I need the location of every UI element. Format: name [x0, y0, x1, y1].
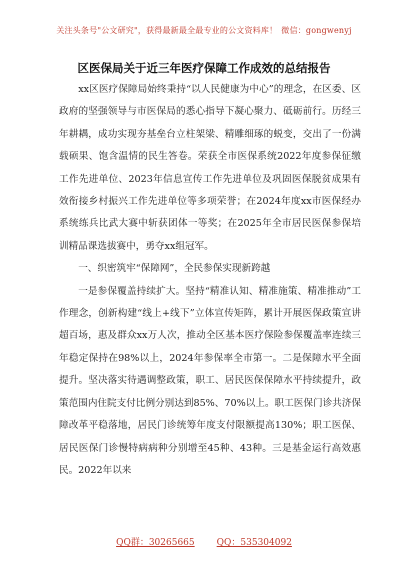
section-heading: 一、织密筑牢“保障网”，全民参保实现新跨越: [78, 263, 271, 275]
document-body: [59, 79, 361, 482]
qq-group-link[interactable]: QQ群：30265665: [116, 538, 195, 548]
body-paragraph: 一是参保覆盖持续扩大。坚持“精准认知、精准施策、精准推动”工作理念，创新构建“线上+线下”立体宣传矩阵，累计开展医保政策宣讲超百场，惠及群众xx万人次，推动全区基本医疗保险参保覆盖率连续三年稳定保持在98%以上，2024年参保率全市第一。二是保障水平全面提升。坚决落实待遇调整政策，职工、居民医保保障水平持续提升，政策范围内住院支付比例分别达到85%、70%以上。职工医保门诊共济保障改革平稳落地，居民门诊统筹年度支付限额提高130%；职工医保、居民医保门诊慢特病病种分别增至45种、43种。三是基金运行高效惠民。2022年以来: [59, 285, 361, 476]
header-note: [0, 25, 408, 36]
qq-contact-link[interactable]: QQ：535304092: [216, 538, 292, 548]
footer-contact: [0, 535, 408, 548]
header-wechat-text: 微信：gongwenyj: [281, 26, 352, 35]
document-title: 区医保局关于近三年医疗保障工作成效的总结报告: [77, 61, 331, 75]
body-paragraph: xx区医疗保障局始终秉持“以人民健康为中心”的理念，在区委、区政府的坚强领导与市医保局的悉心指导下凝心聚力、砥砺前行。历经三年耕耦，成功实现夯基垒台立柱架梁、精雕细琢的蜕变，交出了一份满载硕果、饱含温情的民生答卷。荣获全市医保系统2022年度参保征缴工作先进单位、2023年信息宣传工作先进单位及巩固医保脱贫成果有效衔接乡村振兴工作先进单位等多项荣誉；在2024年度xx市医保经办系统练兵比武大赛中斩获团体一等奖；在2025年全市居民医保参保培训精品课选拔赛中，勇夺xx组冠军。: [59, 84, 361, 252]
header-note-text: 关注头条号"公文研究"，获得最新最全最专业的公文资料库！: [56, 26, 278, 35]
